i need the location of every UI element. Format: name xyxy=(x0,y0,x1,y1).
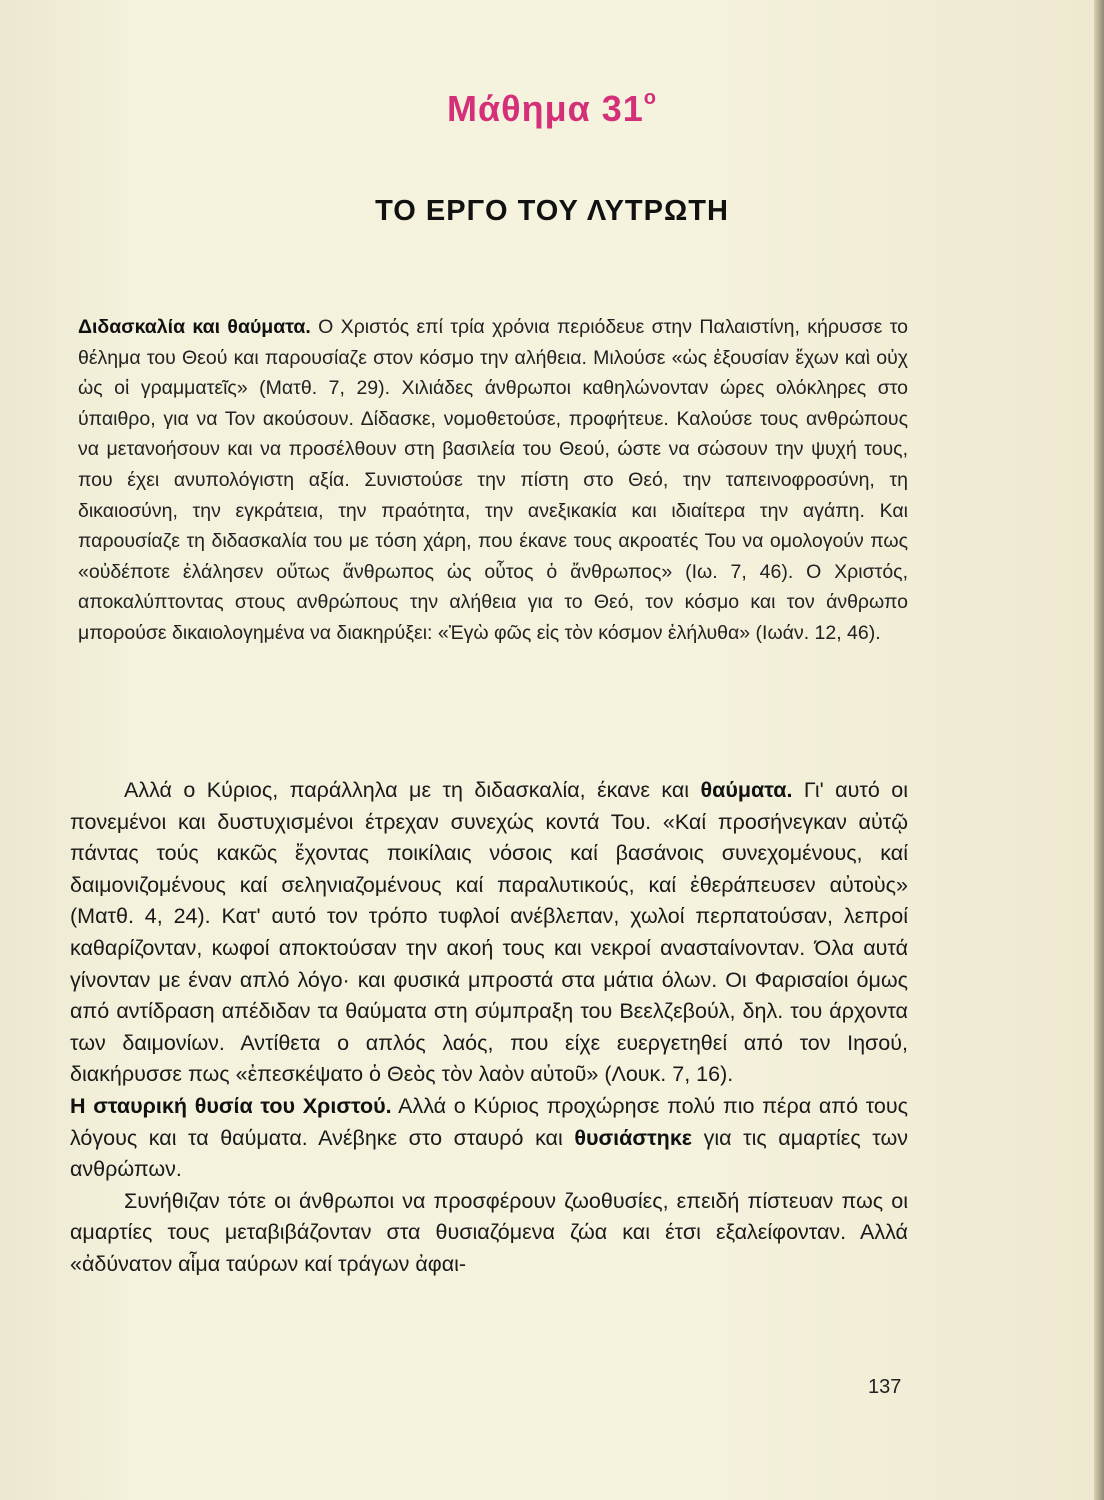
paragraph-miracles xyxy=(70,775,908,1091)
chapter-title: ΤΟ ΕΡΓΟ ΤΟΥ ΛΥΤΡΩΤΗ xyxy=(375,195,729,227)
paragraph-teaching-miracles xyxy=(78,312,908,649)
paragraph-text: Ο Χριστός επί τρία χρόνια περιόδευε στην Παλαιστίνη, κήρυσσε το θέλημα του Θεού και παρουσίαζε στον κόσμο την αλήθεια. Μιλούσε «ὡς ἐξουσίαν ἔχων καὶ οὐχ ὡς οἱ γραμματεῖς» (Ματθ. 7, 29). Χιλιάδες άνθρωποι καθηλώνονταν ώρες ολόκληρες στο ύπαιθρο, για να Τον ακούσουν. Δίδασκε, νομοθετούσε, προφήτευε. Καλούσε τους ανθρώπους να μετανοήσουν και να προσέλθουν στη βασιλεία του Θεού, ώστε να σώσουν την ψυχή τους, που έχει ανυπολόγιστη αξία. Συνιστούσε την πίστη στο Θεό, την ταπεινοφροσύνη, τη δικαιοσύνη, την εγκράτεια, την πραότητα, την ανεξικακία και ιδιαίτερα την αγάπη. Και παρουσίαζε τη διδασκαλία του με τόση χάρη, που έκανε τους ακροατές Του να ομολογούν πως «οὐδέποτε ἐλάλησεν οὕτως ἄνθρωπος ὡς οὗτος ὁ ἄνθρωπος» (Ιω. 7, 46). Ο Χριστός, αποκαλύπτοντας στους ανθρώπους την αλήθεια για το Θεό, τον κόσμο και τον άνθρωπο μπορούσε δικαιολογημένα να διακηρύξει: «Ἐγὼ φῶς εἰς τὸν κόσμον ἐλήλυθα» (Ιωάν. 12, 46). xyxy=(78,316,908,644)
page-number: 137 xyxy=(868,1376,902,1398)
body-text xyxy=(70,775,908,1281)
paragraph-sacrifice xyxy=(70,1091,908,1186)
bold-term-sacrificed: θυσιάστηκε xyxy=(574,1125,693,1150)
bold-term-miracles: θαύματα. xyxy=(700,778,793,802)
paragraph-text: Αλλά ο Κύριος, παράλληλα με τη διδασκαλία, έκανε και xyxy=(124,778,701,802)
section-heading-teaching: Διδασκαλία και θαύματα. xyxy=(78,316,311,338)
paragraph-text: Συνήθιζαν τότε οι άνθρωποι να προσφέρουν ζωοθυσίες, επειδή πίστευαν πως οι αμαρτίες τους μεταβιβάζονταν στα θυσιαζόμενα ζώα και έτσι εξαλείφονταν. Αλλά «ἀδύνατον αἷμα ταύρων καί τράγων ἀφαι- xyxy=(70,1188,908,1276)
lesson-title-text: Μάθημα 31 xyxy=(447,88,644,129)
section-heading-sacrifice: Η σταυρική θυσία του Χριστού. xyxy=(70,1093,392,1118)
paragraph-text: Αλλά ο Κύριος προχώρησε πολύ πιο πέρα από τους λόγους και τα θαύματα. Ανέβηκε στο σταυρό και xyxy=(70,1093,908,1150)
lesson-title-ordinal: ο xyxy=(643,87,657,109)
lesson-title xyxy=(0,88,1104,130)
paragraph-animal-sacrifices xyxy=(70,1186,908,1281)
paragraph-text: Γι' αυτό οι πονεμένοι και δυστυχισμένοι έτρεχαν συνεχώς κοντά Του. «Καί προσήνεγκαν αὐτῷ πάντας τούς κακῶς ἔχοντας ποικίλαις νόσοις καί βασάνοις συνεχομένους, καί δαιμονιζομένους καί σεληνιαζομένους καί παραλυτικούς, καί ἐθεράπευσεν αὐτοὺς» (Ματθ. 4, 24). Κατ' αυτό τον τρόπο τυφλοί ανέβλεπαν, χωλοί περπατούσαν, λεπροί καθαρίζονταν, κωφοί αποκτούσαν την ακοή τους και νεκροί ανασταίνονταν. Όλα αυτά γίνονταν με έναν απλό λόγο· και φυσικά μπροστά στα μάτια όλων. Οι Φαρισαίοι όμως από αντίδραση απέδιδαν τα θαύματα στη σύμπραξη του Βεελζεβούλ, δηλ. του άρχοντα των δαιμονίων. Αντίθετα ο απλός λαός, που είχε ευεργετηθεί από τον Ιησού, διακήρυσσε πως «ἐπεσκέψατο ὁ Θεὸς τὸν λαὸν αὐτοῦ» (Λουκ. 7, 16). xyxy=(70,778,909,1087)
paragraph-text: για τις αμαρτίες των ανθρώπων. xyxy=(70,1125,908,1182)
